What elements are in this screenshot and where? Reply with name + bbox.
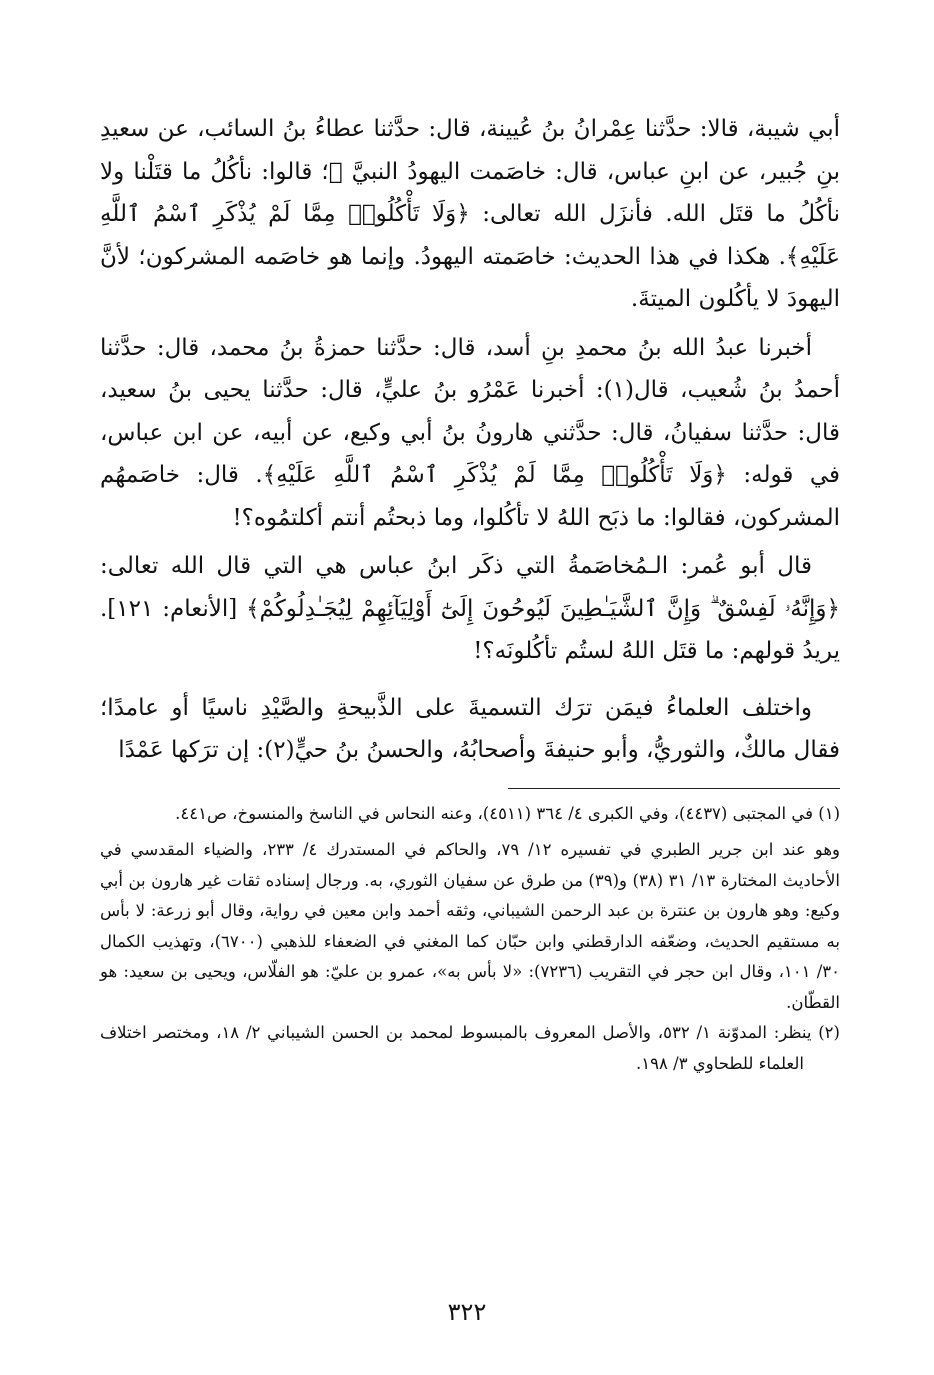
paragraph-3: قال أبو عُمر: الـمُخاصَمةُ التي ذكَر ابنُ عباس هي التي قال الله تعالى: ﴿وَإِنَّهُۥ لَفِسْقٌ ۗ وَإِنَّ ٱلشَّيَـٰطِينَ لَيُوحُونَ إِلَىٰٓ أَوْلِيَآئِهِمْ لِيُجَـٰدِلُوكُمْ﴾ [الأنعام: ١٢١]. يريدُ قولهم: ما قتَل اللهُ لستُم تأكُلونَه؟! bbox=[100, 553, 840, 664]
paragraph-4: واختلف العلماءُ فيمَن ترَك التسميةَ على الذَّبيحةِ والصَّيْدِ ناسيًا أو عامدًا؛ فقال مالكٌ، والثوريُّ، وأبو حنيفةَ وأصحابُهُ، والحسنُ بنُ حيٍّ(٢): إن ترَكها عَمْدًا bbox=[100, 694, 840, 763]
footnotes bbox=[100, 799, 840, 1080]
paragraph-2: أخبرنا عبدُ الله بنُ محمدِ بنِ أسد، قال: حدَّثنا حمزةُ بنُ محمد، قال: حدَّثنا أحمدُ بنُ شُعيب، قال(١): أخبرنا عَمْرُو بنُ عليٍّ، قال: حدَّثنا يحيى بنُ سعيد، قال: حدَّثنا سفيانُ، قال: حدَّثني هارونُ بنُ أبي وكيع، عن أبيه، عن ابن عباس، في قوله: ﴿وَلَا تَأْكُلُوا۟ مِمَّا لَمْ يُذْكَرِ ٱسْمُ ٱللَّهِ عَلَيْهِ﴾. قال: خاصَمهُم المشركون، فقالوا: ما ذبَح اللهُ لا تأكُلوا، وما ذبحتُم أنتم أكلتمُوه؟! bbox=[100, 334, 840, 531]
footnote-2: (٢) ينظر: المدوّنة ١/ ٥٣٢، والأصل المعروف بالمبسوط لمحمد بن الحسن الشيباني ٢/ ١٨، ومختصر اختلاف العلماء للطحاوي ٣/ ١٩٨. bbox=[100, 1023, 840, 1073]
page-body bbox=[100, 108, 840, 1079]
paragraph-1: أبي شيبة، قالا: حدَّثنا عِمْرانُ بنُ عُيينة، قال: حدَّثنا عطاءُ بنُ السائب، عن سعيدِ بنِ جُبير، عن ابنِ عباس، قال: خاصَمت اليهودُ النبيَّ ﷺ؛ قالوا: نأكُلُ ما قتَلْنا ولا نأكُلُ ما قتَل الله. فأنزَل الله تعالى: ﴿وَلَا تَأْكُلُوا۟ مِمَّا لَمْ يُذْكَرِ ٱسْمُ ٱللَّهِ عَلَيْهِ﴾. هكذا في هذا الحديث: خاصَمته اليهودُ. وإنما هو خاصَمه المشركون؛ لأنَّ اليهودَ لا يأكُلون الميتةَ. bbox=[100, 116, 840, 312]
footnote-1: (١) في المجتبى (٤٤٣٧)، وفي الكبرى ٤/ ٣٦٤ (٤٥١١)، وعنه النحاس في الناسخ والمنسوخ، ص٤٤١. bbox=[175, 803, 840, 823]
footnote-divider bbox=[508, 788, 840, 789]
footnote-1-continuation: وهو عند ابن جرير الطبري في تفسيره ١٢/ ٧٩، والحاكم في المستدرك ٤/ ٢٣٣، والضياء المقدسي في الأحاديث المختارة ١٣/ ٣١ (٣٨) و(٣٩) من طرق عن سفيان الثوري، به. ورجال إسناده ثقات غير هارون بن أبي وكيع: وهو هارون بن عنترة بن عبد الرحمن الشيباني، وثقه أحمد وابن معين في رواية، وقال أبو زرعة: لا بأس به مستقيم الحديث، وضعّفه الدارقطني وابن حبّان كما المغني في الضعفاء للذهبي (٦٧٠٠)، وتهذيب الكمال ٣٠/ ١٠١، وقال ابن حجر في التقريب (٧٢٣٦): «لا بأس به»، عمرو بن عليّ: هو الفلّاس، ويحيى بن سعيد: هو القطّان. bbox=[100, 840, 840, 1012]
page-number: ٣٢٢ bbox=[447, 1298, 487, 1326]
main-text bbox=[100, 108, 840, 772]
